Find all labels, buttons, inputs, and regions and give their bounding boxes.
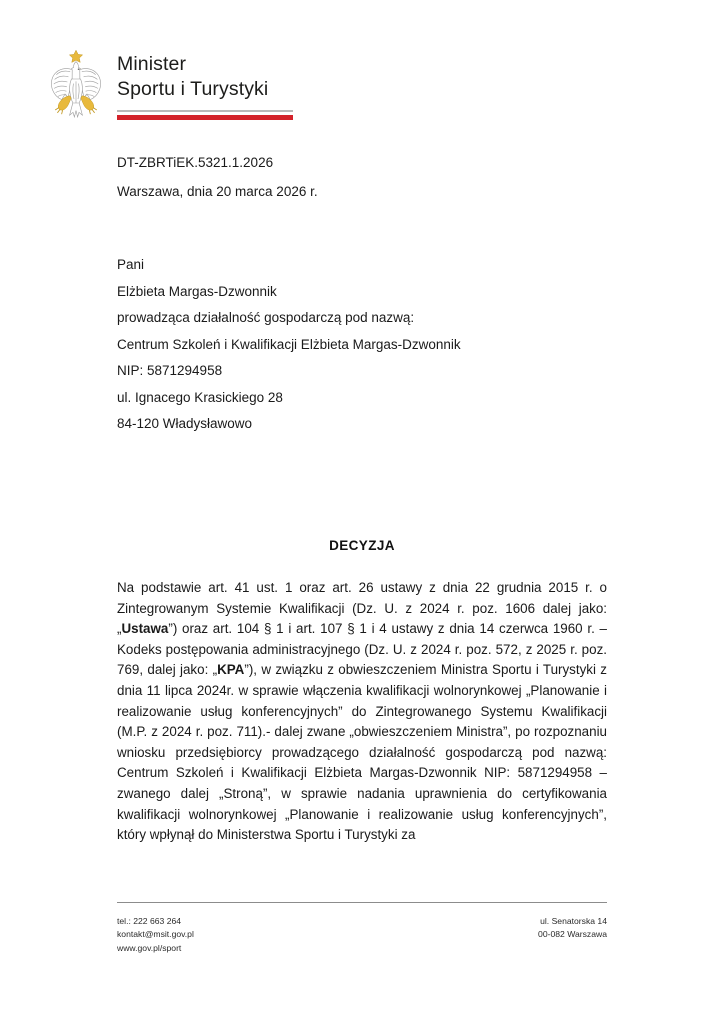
addressee-name: Elżbieta Margas-Dzwonnik xyxy=(117,283,277,299)
decision-body-part1: Na podstawie art. 41 ust. 1 oraz art. 26 ustawy z dnia 22 grudnia 2015 r. o Zintegrowanym Systemie Kwalifikacji (Dz. U. z 2024 r. poz. 1606 dalej jako: „ xyxy=(117,580,607,637)
footer-phone: tel.: 222 663 264 xyxy=(117,916,182,926)
decision-body-part3: ”), w związku z obwieszczeniem Ministra Sportu i Turystyki z dnia 11 lipca 2024r. w sprawie włączenia kwalifikacji wolnorynkowej „Planowanie i realizowanie usług konferencyjnych” do Zintegrowanego Systemu Kwalifikacji (M.P. z 2024 r. poz. 711).- dalej zwane „obwieszczeniem Ministra”, po rozpoznaniu wniosku przedsiębiorcy prowadzącego działalność gospodarczą pod nazwą: Centrum Szkoleń i Kwalifikacji Elżbieta Margas-Dzwonnik NIP: 5871294958 – zwanego dalej „Stroną”, w sprawie nadania uprawnienia do certyfikowania kwalifikacji wolnorynkowej „Planowanie i realizowanie usług konferencyjnych”, który wpłynął do Ministerstwa Sportu i Turystyki za xyxy=(117,662,607,843)
footer-street: ul. Senatorska 14 xyxy=(540,916,607,926)
decision-title: DECYZJA xyxy=(329,538,395,553)
addressee-block xyxy=(117,252,607,438)
footer-divider xyxy=(117,902,607,903)
case-number: DT-ZBRTiEK.5321.1.2026 xyxy=(117,155,274,170)
polish-eagle-emblem xyxy=(45,47,107,125)
footer-postal-city: 00-082 Warszawa xyxy=(538,929,607,940)
footer-address xyxy=(538,915,607,942)
addressee-business-name: Centrum Szkoleń i Kwalifikacji Elżbieta Margas-Dzwonnik xyxy=(117,336,461,352)
decision-body-part2: ”) oraz art. 104 § 1 i art. 107 § 1 i 4 ustawy z dnia 14 czerwca 1960 r. – Kodeks postępowania administracyjnego (Dz. U. z 2024 r. poz. 572, z 2025 r. poz. 769, dalej jako: „ xyxy=(117,621,607,678)
addressee-nip: NIP: 5871294958 xyxy=(117,363,223,378)
footer-email: kontakt@msit.gov.pl xyxy=(117,929,194,940)
addressee-street: ul. Ignacego Krasickiego 28 xyxy=(117,389,283,405)
reference-block xyxy=(117,148,607,206)
decision-body xyxy=(117,578,607,846)
red-rule xyxy=(117,115,293,120)
letterhead-title-line2: Sportu i Turystyki xyxy=(117,78,269,100)
place-and-date: Warszawa, dnia 20 marca 2026 r. xyxy=(117,184,318,199)
addressee-business-intro: prowadząca działalność gospodarczą pod nazwą: xyxy=(117,310,415,325)
addressee-salutation: Pani xyxy=(117,257,145,272)
addressee-postal-city: 84-120 Władysławowo xyxy=(117,416,253,431)
footer-contact xyxy=(117,915,194,955)
term-kpa: KPA xyxy=(217,662,245,678)
letterhead-title-line1: Minister xyxy=(117,53,187,75)
letterhead-rules xyxy=(117,110,293,120)
gray-rule xyxy=(117,110,293,112)
footer-website: www.gov.pl/sport xyxy=(117,942,182,953)
letterhead xyxy=(45,47,293,125)
letterhead-title xyxy=(117,47,293,120)
term-ustawa: Ustawa xyxy=(121,621,169,637)
footer xyxy=(117,915,607,955)
